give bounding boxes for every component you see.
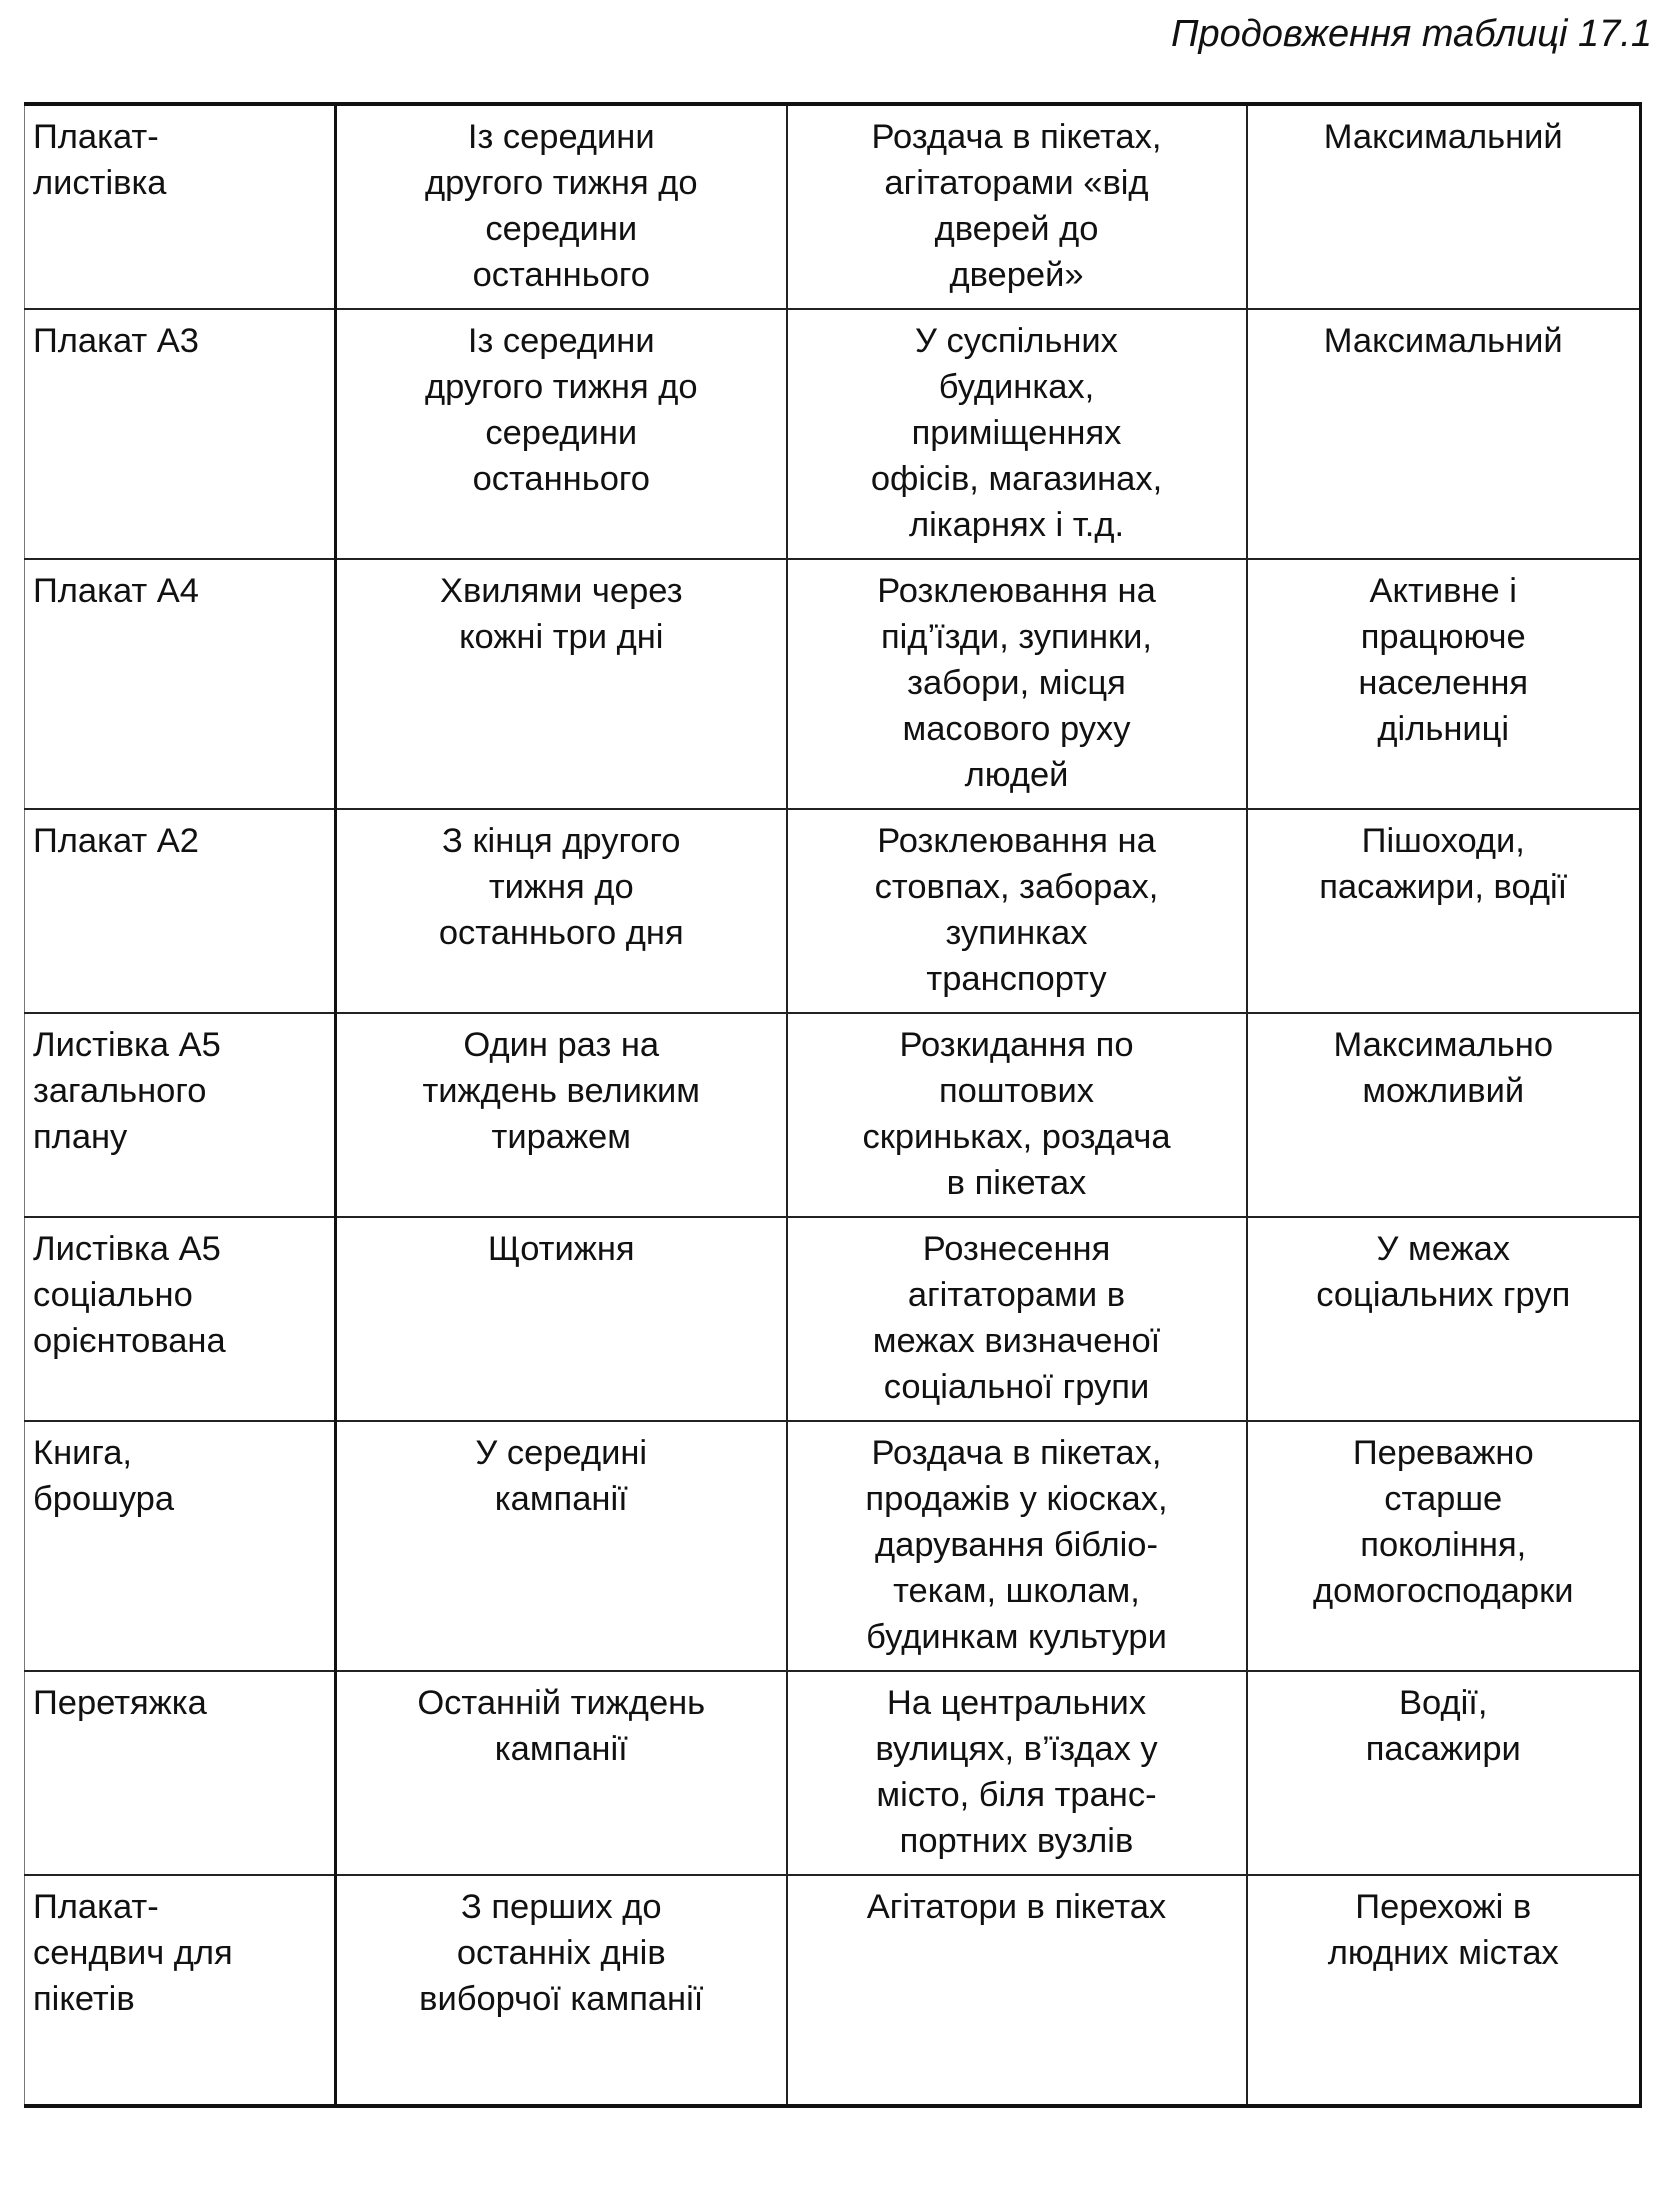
cell-text-line: соціальної групи <box>883 1368 1150 1406</box>
cell-text-line: агітаторами «від <box>884 164 1149 202</box>
cell-text-line: Перетяжка <box>33 1684 207 1722</box>
cell-text-line: стовпах, заборах, <box>874 868 1159 906</box>
cell-text-line: другого тижня до <box>424 164 698 202</box>
cell-text-line: З кінця другого <box>442 822 681 860</box>
distribution-cell <box>787 104 1247 309</box>
table-row <box>25 559 1641 809</box>
cell-text-line: лікарнях і т.д. <box>908 506 1125 544</box>
cell-text-line: вулицях, в’їздах у <box>875 1730 1158 1768</box>
cell-text-line: середини <box>485 414 638 452</box>
audience-cell <box>1247 809 1641 1013</box>
table-row <box>25 1421 1641 1671</box>
cell-text-line: в пікетах <box>946 1164 1087 1202</box>
cell-text-line: продажів у кіосках, <box>865 1480 1168 1518</box>
material-type-cell <box>25 1013 336 1217</box>
cell-text-line: Хвилями через <box>439 572 683 610</box>
cell-text-line: транспорту <box>926 960 1107 998</box>
cell-text-line: пасажири, водії <box>1319 868 1568 906</box>
timing-cell <box>336 1217 787 1421</box>
cell-text-line: Перехожі в <box>1355 1888 1532 1926</box>
cell-text-line: Агітатори в пікетах <box>866 1888 1167 1926</box>
table-row <box>25 1875 1641 2106</box>
cell-text-line: Рознесення <box>922 1230 1111 1268</box>
cell-text-line: Роздача в пікетах, <box>871 1434 1162 1472</box>
cell-text-line: Щотижня <box>487 1230 635 1268</box>
cell-text-line: Максимально <box>1333 1026 1554 1064</box>
distribution-cell <box>787 1013 1247 1217</box>
timing-cell <box>336 1671 787 1875</box>
cell-text-line: Плакат А4 <box>33 572 199 610</box>
cell-text-line: межах визначеної <box>872 1322 1161 1360</box>
cell-text-line: Роздача в пікетах, <box>871 118 1162 156</box>
cell-text-line: скриньках, роздача <box>862 1118 1171 1156</box>
material-type-cell <box>25 559 336 809</box>
distribution-cell <box>787 1217 1247 1421</box>
cell-text-line: офісів, магазинах, <box>870 460 1163 498</box>
cell-text-line: населення <box>1358 664 1529 702</box>
cell-text-line: останніх днів <box>456 1934 666 1972</box>
table-row <box>25 1013 1641 1217</box>
cell-text-line: працююче <box>1360 618 1526 656</box>
table-row <box>25 104 1641 309</box>
material-type-cell <box>25 1217 336 1421</box>
data-table <box>24 102 1642 2108</box>
cell-text-line: Максимальний <box>1323 118 1563 156</box>
cell-text-line: будинках, <box>938 368 1095 406</box>
distribution-cell <box>787 1671 1247 1875</box>
table-continuation-caption: Продовження таблиці 17.1 <box>1170 13 1652 55</box>
distribution-cell <box>787 1421 1247 1671</box>
material-type-cell <box>25 809 336 1013</box>
cell-text-line: місто, біля транс- <box>876 1776 1157 1814</box>
cell-text-line: останнього <box>472 460 650 498</box>
cell-text-line: під’їзди, зупинки, <box>881 618 1152 656</box>
cell-text-line: портних вузлів <box>899 1822 1134 1860</box>
cell-text-line: тиждень великим <box>422 1072 701 1110</box>
cell-text-line: Листівка А5 <box>33 1026 221 1064</box>
cell-text-line: дверей до <box>934 210 1099 248</box>
cell-text-line: У середині <box>475 1434 648 1472</box>
cell-text-line: Плакат- <box>33 1888 159 1926</box>
cell-text-line: текам, школам, <box>893 1572 1140 1610</box>
material-type-cell <box>25 104 336 309</box>
cell-text-line: Один раз на <box>463 1026 660 1064</box>
timing-cell <box>336 809 787 1013</box>
cell-text-line: кампанії <box>494 1480 628 1518</box>
cell-text-line: соціально <box>33 1276 193 1314</box>
cell-text-line: будинкам культури <box>866 1618 1167 1656</box>
audience-cell <box>1247 1013 1641 1217</box>
cell-text-line: Листівка А5 <box>33 1230 221 1268</box>
material-type-cell <box>25 309 336 559</box>
distribution-cell <box>787 309 1247 559</box>
cell-text-line: На центральних <box>886 1684 1147 1722</box>
cell-text-line: останнього <box>472 256 650 294</box>
cell-text-line: Із середини <box>467 118 655 156</box>
cell-text-line: приміщеннях <box>911 414 1122 452</box>
cell-text-line: покоління, <box>1360 1526 1527 1564</box>
cell-text-line: пікетів <box>33 1980 135 2018</box>
table-row <box>25 1217 1641 1421</box>
cell-text-line: З перших до <box>460 1888 662 1926</box>
table-row <box>25 1671 1641 1875</box>
cell-text-line: забори, місця <box>907 664 1126 702</box>
cell-text-line: У межах <box>1376 1230 1511 1268</box>
cell-text-line: орієнтована <box>33 1322 226 1360</box>
cell-text-line: Розклеювання на <box>877 822 1156 860</box>
cell-text-line: домогосподарки <box>1313 1572 1574 1610</box>
cell-text-line: людних містах <box>1327 1934 1559 1972</box>
timing-cell <box>336 104 787 309</box>
material-type-cell <box>25 1875 336 2106</box>
cell-text-line: Плакат- <box>33 118 159 156</box>
cell-text-line: сендвич для <box>33 1934 233 1972</box>
timing-cell <box>336 1875 787 2106</box>
distribution-cell <box>787 809 1247 1013</box>
distribution-cell <box>787 559 1247 809</box>
cell-text-line: плану <box>33 1118 128 1156</box>
cell-text-line: поштових <box>939 1072 1094 1110</box>
cell-text-line: У суспільних <box>915 322 1118 360</box>
cell-text-line: Книга, <box>33 1434 133 1472</box>
timing-cell <box>336 309 787 559</box>
cell-text-line: останнього дня <box>438 914 684 952</box>
cell-text-line: можливий <box>1362 1072 1525 1110</box>
material-type-cell <box>25 1421 336 1671</box>
cell-text-line: Активне і <box>1369 572 1517 610</box>
cell-text-line: кожні три дні <box>459 618 664 656</box>
cell-text-line: Останній тиждень <box>417 1684 706 1722</box>
cell-text-line: масового руху <box>902 710 1131 748</box>
cell-text-line: соціальних груп <box>1316 1276 1571 1314</box>
audience-cell <box>1247 104 1641 309</box>
cell-text-line: Пішоходи, <box>1361 822 1525 860</box>
cell-text-line: дільниці <box>1377 710 1510 748</box>
table-row <box>25 809 1641 1013</box>
cell-text-line: зупинках <box>945 914 1088 952</box>
distribution-cell <box>787 1875 1247 2106</box>
cell-text-line: Максимальний <box>1323 322 1563 360</box>
audience-cell <box>1247 1421 1641 1671</box>
timing-cell <box>336 1421 787 1671</box>
cell-text-line: виборчої кампанії <box>419 1980 704 2018</box>
audience-cell <box>1247 559 1641 809</box>
cell-text-line: загального <box>33 1072 207 1110</box>
cell-text-line: Розклеювання на <box>877 572 1156 610</box>
cell-text-line: листівка <box>33 164 167 202</box>
cell-text-line: дверей» <box>949 256 1084 294</box>
cell-text-line: пасажири <box>1365 1730 1521 1768</box>
cell-text-line: дарування бібліо- <box>875 1526 1158 1564</box>
cell-text-line: тиражем <box>491 1118 631 1156</box>
cell-text-line: брошура <box>33 1480 175 1518</box>
cell-text-line: людей <box>964 756 1069 794</box>
audience-cell <box>1247 1671 1641 1875</box>
cell-text-line: старше <box>1384 1480 1503 1518</box>
cell-text-line: тижня до <box>488 868 634 906</box>
table-body <box>25 104 1641 2106</box>
material-type-cell <box>25 1671 336 1875</box>
table-row <box>25 309 1641 559</box>
cell-text-line: Із середини <box>467 322 655 360</box>
timing-cell <box>336 1013 787 1217</box>
cell-text-line: Переважно <box>1352 1434 1534 1472</box>
cell-text-line: Водії, <box>1399 1684 1488 1722</box>
cell-text-line: Розкидання по <box>899 1026 1134 1064</box>
cell-text-line: середини <box>485 210 638 248</box>
timing-cell <box>336 559 787 809</box>
cell-text-line: другого тижня до <box>424 368 698 406</box>
audience-cell <box>1247 1875 1641 2106</box>
audience-cell <box>1247 309 1641 559</box>
cell-text-line: кампанії <box>494 1730 628 1768</box>
cell-text-line: агітаторами в <box>907 1276 1126 1314</box>
cell-text-line: Плакат А3 <box>33 322 199 360</box>
cell-text-line: Плакат А2 <box>33 822 199 860</box>
audience-cell <box>1247 1217 1641 1421</box>
